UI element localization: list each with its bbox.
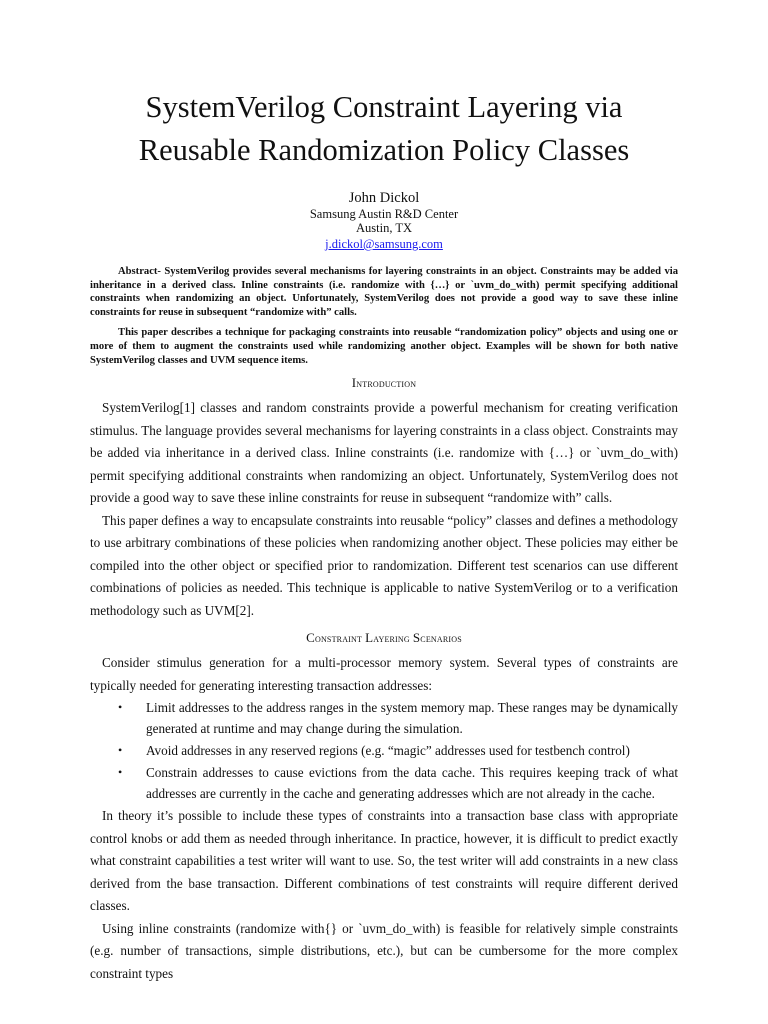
affiliation-location: Austin, TX xyxy=(355,221,413,235)
bullet-icon: • xyxy=(118,700,123,715)
scenarios-paragraph-2: In theory it’s possible to include these types of constraints into a transaction base class with appropriate control knobs or add them as needed through inheritance. In practice, however, it is difficult to predict exactly what constraint capabilities a test writer will want to use. So, the test writer will add constraints in a new class derived from the base transaction. Different combinations of test constraints will require different derived classes. xyxy=(90,808,678,914)
section-heading-initial: I xyxy=(351,375,357,391)
title-line-1: SystemVerilog Constraint Layering via xyxy=(145,90,623,124)
author-name: John Dickol xyxy=(348,190,420,206)
heading-part-3: cenarios xyxy=(420,633,462,646)
section-heading-constraint-layering xyxy=(90,630,678,646)
heading-cap-c: C xyxy=(306,630,315,646)
title-line-2: Reusable Randomization Policy Classes xyxy=(138,133,630,167)
intro-paragraph-2: This paper defines a way to encapsulate constraints into reusable “policy” classes and defines a methodology to use arbitrary combinations of these policies when randomizing another object. These policies may either be compiled into the other object or specified prior to randomization. Different test scenarios can use different combinations of policies as needed. This technique is applicable to native SystemVerilog or to a verification methodology such as UVM[2]. xyxy=(90,512,678,618)
list-item xyxy=(118,697,678,739)
heading-part-1: onstraint xyxy=(314,633,366,646)
heading-cap-l: L xyxy=(365,630,374,646)
scenarios-paragraph-3: Using inline constraints (randomize with{} or `uvm_do_with) is feasible for relatively simple constraints (e.g. number of transactions, simple distributions, etc.), but can be cumbersome for the more complex constraint types xyxy=(90,920,678,981)
list-item xyxy=(118,762,678,804)
abstract-paragraph-1: Abstract- SystemVerilog provides several mechanisms for layering constraints in an object. Constraints may be added via inheritance in a derived class. Inline constraints (i.e. randomize with {…} or `uvm_do_with) permit specifying additional constraints when randomizing an object. Unfortunately, SystemVerilog does not provide a good way to save these inline constraints for reuse in subsequent “randomize with” calls. xyxy=(90,266,678,318)
constraint-type-list xyxy=(90,697,678,804)
paper-title xyxy=(90,86,678,172)
author-email-link[interactable]: j.dickol@samsung.com xyxy=(325,237,443,251)
bullet-icon: • xyxy=(118,743,123,758)
bullet-icon: • xyxy=(118,765,123,780)
list-item-text: Constrain addresses to cause evictions from the data cache. This requires keeping track of what addresses are currently in the cache and generating addresses which are not already in the cache. xyxy=(146,765,678,802)
list-item-text: Avoid addresses in any reserved regions (e.g. “magic” addresses used for testbench control) xyxy=(146,743,630,759)
section-heading-rest: ntroduction xyxy=(356,378,417,391)
author-block xyxy=(90,190,678,253)
section-heading-introduction xyxy=(90,375,678,391)
list-item xyxy=(118,740,678,761)
intro-paragraph-1: SystemVerilog[1] classes and random constraints provide a powerful mechanism for creating verification stimulus. The language provides several mechanisms for layering constraints in a class object. Constraints may be added via inheritance in a derived class. Inline constraints (i.e. randomize with {…} or `uvm_do_with) permit specifying additional constraints when randomizing an object. Unfortunately, SystemVerilog does not provide a good way to save these inline constraints for reuse in subsequent “randomize with” calls. xyxy=(90,400,678,506)
scenarios-paragraph-1: Consider stimulus generation for a multi-processor memory system. Several types of constraints are typically needed for generating interesting transaction addresses: xyxy=(90,655,678,693)
affiliation-org: Samsung Austin R&D Center xyxy=(309,207,459,221)
abstract-paragraph-2: This paper describes a technique for packaging constraints into reusable “randomization policy” objects and using one or more of them to augment the constraints used while randomizing another object. Examples will be shown for both native SystemVerilog classes and UVM sequence items. xyxy=(90,327,678,366)
list-item-text: Limit addresses to the address ranges in the system memory map. These ranges may be dynamically generated at runtime and may change during the simulation. xyxy=(146,700,678,737)
heading-part-2: ayering xyxy=(373,633,413,646)
heading-cap-s: S xyxy=(412,630,421,646)
